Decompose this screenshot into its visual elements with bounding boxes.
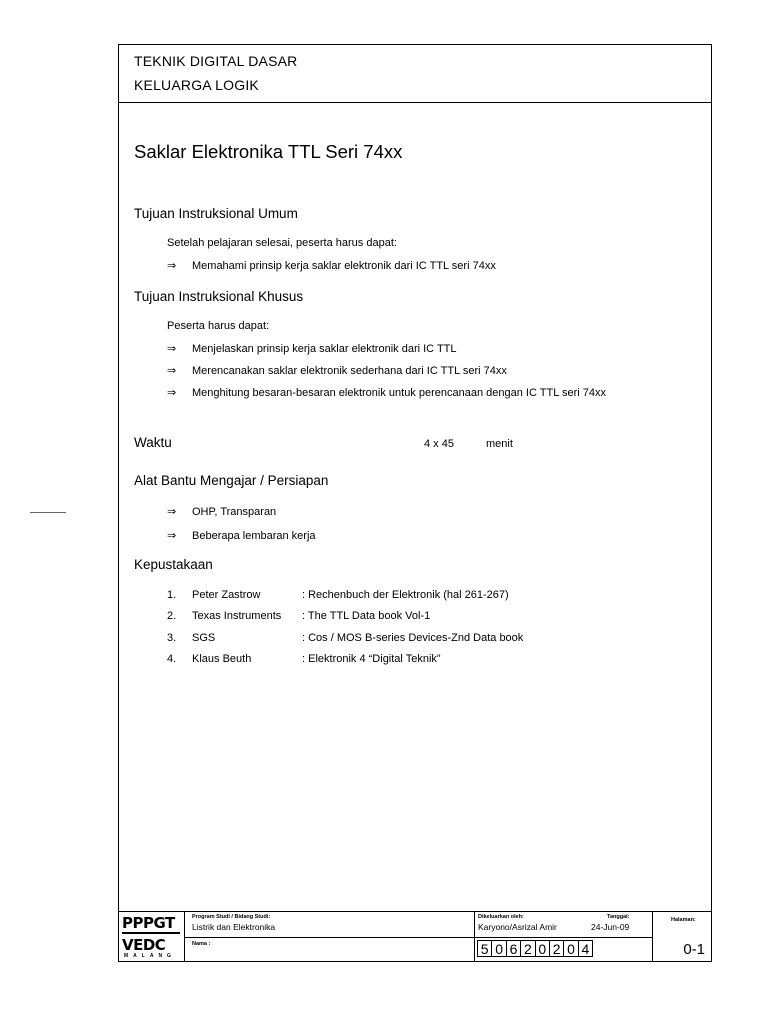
arrow-icon: ⇒ bbox=[167, 530, 177, 542]
document-footer bbox=[119, 911, 711, 961]
logo-pppgt: PPPGT bbox=[122, 914, 175, 932]
code-digit: 2 bbox=[520, 940, 535, 957]
ref-number: 3. bbox=[167, 632, 177, 644]
footer-divider bbox=[475, 937, 652, 938]
arrow-icon: ⇒ bbox=[167, 387, 177, 399]
waktu-unit: menit bbox=[486, 438, 513, 450]
tiu-item bbox=[167, 259, 496, 272]
ref-author: SGS bbox=[192, 632, 216, 644]
alat-item-text: Beberapa lembaran kerja bbox=[192, 530, 316, 542]
code-digit: 0 bbox=[491, 940, 506, 957]
section-heading-alat: Alat Bantu Mengajar / Persiapan bbox=[134, 473, 329, 488]
ref-title: : Rechenbuch der Elektronik (hal 261-267) bbox=[302, 589, 509, 601]
arrow-icon: ⇒ bbox=[167, 343, 177, 355]
section-heading-tiu: Tujuan Instruksional Umum bbox=[134, 206, 298, 221]
code-digit: 2 bbox=[549, 940, 564, 957]
tanggal-value: 24-Jun-09 bbox=[591, 922, 630, 932]
code-digit: 4 bbox=[578, 940, 593, 957]
code-digit: 5 bbox=[477, 940, 492, 957]
tik-item bbox=[167, 342, 457, 355]
arrow-icon: ⇒ bbox=[167, 506, 177, 518]
ref-title: : Elektronik 4 “Digital Teknik” bbox=[302, 653, 441, 665]
logo-divider bbox=[122, 932, 180, 934]
dikeluarkan-label: Dikeluarkan oleh: bbox=[478, 914, 524, 920]
footer-divider bbox=[185, 937, 474, 938]
tik-item-text: Menjelaskan prinsip kerja saklar elektronik dari IC TTL bbox=[192, 343, 457, 355]
logo-malang: MALANG bbox=[124, 953, 176, 959]
code-digit: 0 bbox=[535, 940, 550, 957]
nama-label: Nama : bbox=[192, 941, 211, 947]
tik-item-text: Merencanakan saklar elektronik sederhana dari IC TTL seri 74xx bbox=[192, 365, 507, 377]
footer-program-cell bbox=[185, 912, 475, 961]
ref-author: Peter Zastrow bbox=[192, 589, 261, 601]
page-number: 0-1 bbox=[683, 941, 705, 958]
tiu-intro: Setelah pelajaran selesai, peserta harus dapat: bbox=[167, 237, 397, 249]
institution-logo bbox=[119, 912, 185, 961]
arrow-icon: ⇒ bbox=[167, 365, 177, 377]
ref-author: Texas Instruments bbox=[192, 610, 282, 622]
tik-item-text: Menghitung besaran-besaran elektronik untuk perencanaan dengan IC TTL seri 74xx bbox=[192, 387, 606, 399]
ref-number: 2. bbox=[167, 610, 177, 622]
tik-item bbox=[167, 364, 507, 377]
code-digit: 6 bbox=[506, 940, 521, 957]
page-title: Saklar Elektronika TTL Seri 74xx bbox=[134, 141, 403, 162]
alat-item bbox=[167, 505, 276, 518]
margin-mark bbox=[30, 512, 66, 513]
header-subject: TEKNIK DIGITAL DASAR bbox=[134, 53, 298, 69]
program-value: Listrik dan Elektronika bbox=[192, 922, 276, 932]
footer-issued-cell bbox=[475, 912, 653, 961]
tiu-item-text: Memahami prinsip kerja saklar elektronik dari IC TTL seri 74xx bbox=[192, 260, 496, 272]
halaman-label: Halaman: bbox=[671, 917, 696, 923]
code-digit: 0 bbox=[563, 940, 578, 957]
footer-page-cell bbox=[653, 912, 711, 961]
logo-vedc: VEDC bbox=[122, 936, 166, 954]
document-page bbox=[118, 44, 712, 962]
section-heading-kepustakaan: Kepustakaan bbox=[134, 557, 213, 572]
tik-intro: Peserta harus dapat: bbox=[167, 320, 270, 332]
document-header bbox=[119, 45, 711, 103]
ref-title: : Cos / MOS B-series Devices-Znd Data book bbox=[302, 632, 524, 644]
ref-number: 4. bbox=[167, 653, 177, 665]
section-heading-tik: Tujuan Instruksional Khusus bbox=[134, 289, 304, 304]
waktu-label: Waktu bbox=[134, 435, 172, 450]
dikeluarkan-value: Karyono/Asrizal Amir bbox=[478, 922, 557, 932]
ref-number: 1. bbox=[167, 589, 177, 601]
ref-title: : The TTL Data book Vol-1 bbox=[302, 610, 431, 622]
waktu-value: 4 x 45 bbox=[424, 438, 454, 450]
alat-item-text: OHP, Transparan bbox=[192, 506, 277, 518]
document-code bbox=[477, 940, 593, 957]
tanggal-label: Tanggal: bbox=[607, 914, 630, 920]
arrow-icon: ⇒ bbox=[167, 260, 177, 272]
program-label: Program Studi / Bidang Studi: bbox=[192, 914, 271, 920]
alat-item bbox=[167, 529, 316, 542]
header-topic: KELUARGA LOGIK bbox=[134, 77, 259, 93]
ref-author: Klaus Beuth bbox=[192, 653, 252, 665]
tik-item bbox=[167, 386, 606, 399]
